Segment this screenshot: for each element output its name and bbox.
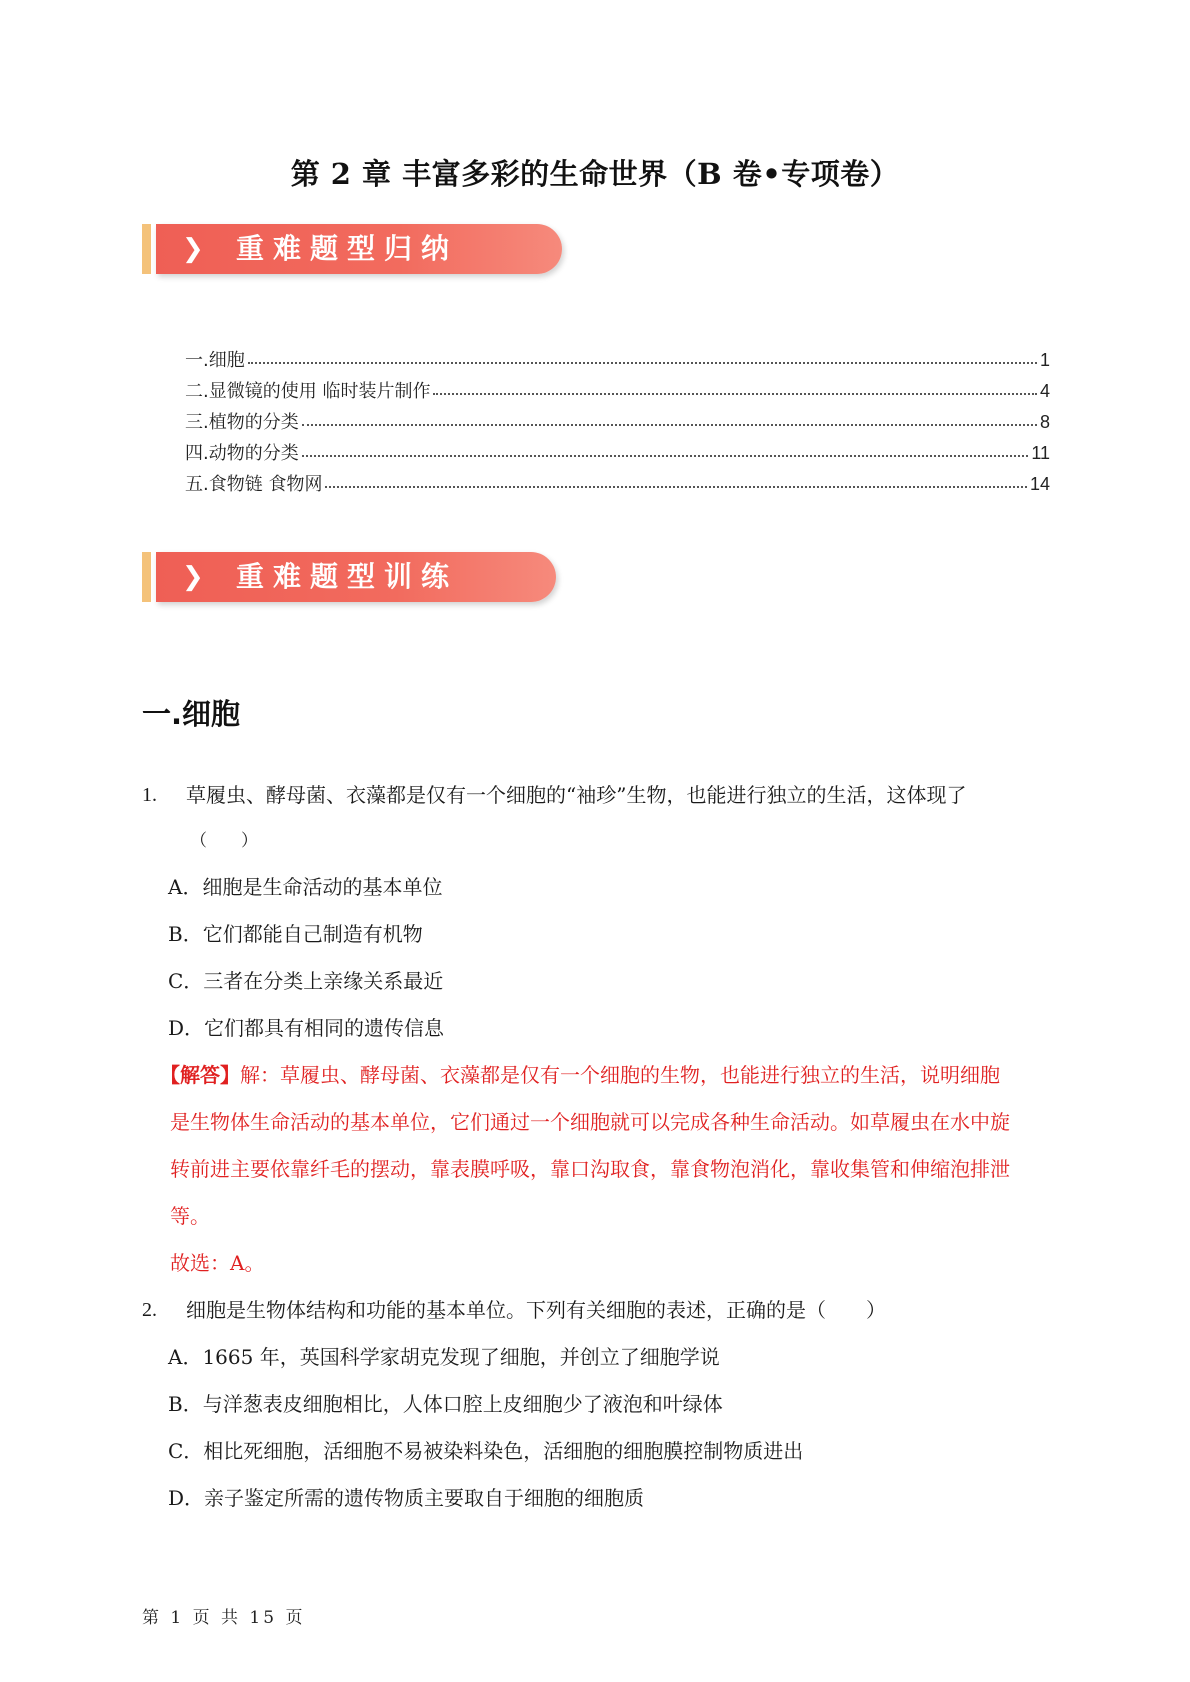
chevron-right-icon: ❯ bbox=[182, 234, 204, 264]
page-title: 第 2 章 丰富多彩的生命世界（B 卷•专项卷） bbox=[290, 157, 900, 191]
toc-leader bbox=[248, 350, 1037, 364]
option-c[interactable]: C．三者在分类上亲缘关系最近 bbox=[168, 969, 444, 993]
toc-item[interactable] bbox=[185, 439, 1050, 470]
page-footer: 第 1 页 共 15 页 bbox=[142, 1608, 306, 1628]
banner-training-label: 重难题型训练 bbox=[236, 560, 459, 593]
question-number: 2. bbox=[142, 1299, 157, 1321]
answer-line: 等。 bbox=[170, 1204, 210, 1228]
question-stem: 细胞是生物体结构和功能的基本单位。下列有关细胞的表述，正确的是（ ） bbox=[186, 1298, 886, 1322]
toc-item[interactable] bbox=[185, 408, 1050, 439]
option-a[interactable]: A．细胞是生命活动的基本单位 bbox=[168, 875, 443, 899]
toc-item-page: 11 bbox=[1031, 443, 1050, 463]
option-a[interactable]: A．1665 年，英国科学家胡克发现了细胞，并创立了细胞学说 bbox=[168, 1345, 720, 1369]
toc-item[interactable] bbox=[185, 377, 1050, 408]
toc-item-page: 4 bbox=[1039, 381, 1050, 401]
toc-leader bbox=[433, 381, 1037, 395]
toc-item-title: 一.细胞 bbox=[185, 350, 245, 371]
toc-item-page: 14 bbox=[1029, 474, 1050, 494]
answer-text: 解：草履虫、酵母菌、衣藻都是仅有一个细胞的生物，也能进行独立的生活，说明细胞 bbox=[240, 1063, 1000, 1087]
toc-item[interactable] bbox=[185, 470, 1050, 501]
toc-item-page: 8 bbox=[1039, 412, 1050, 432]
toc-leader bbox=[302, 412, 1037, 426]
toc-leader bbox=[302, 443, 1029, 457]
toc-item[interactable] bbox=[185, 346, 1050, 377]
toc-item-page: 1 bbox=[1039, 350, 1050, 370]
toc-item-title: 五.食物链 食物网 bbox=[185, 474, 323, 495]
section-heading: 一.细胞 bbox=[142, 697, 241, 731]
toc-item-title: 三.植物的分类 bbox=[185, 412, 299, 433]
answer-line: 转前进主要依靠纤毛的摆动，靠表膜呼吸，靠口沟取食，靠食物泡消化，靠收集管和伸缩泡排泄 bbox=[170, 1157, 1010, 1181]
option-c[interactable]: C．相比死细胞，活细胞不易被染料染色，活细胞的细胞膜控制物质进出 bbox=[168, 1439, 804, 1463]
option-b[interactable]: B．与洋葱表皮细胞相比，人体口腔上皮细胞少了液泡和叶绿体 bbox=[168, 1392, 723, 1416]
option-d[interactable]: D．它们都具有相同的遗传信息 bbox=[168, 1016, 445, 1040]
answer-blank: （ ） bbox=[190, 831, 258, 851]
answer-choice: 故选：A。 bbox=[170, 1251, 265, 1275]
option-b[interactable]: B．它们都能自己制造有机物 bbox=[168, 922, 423, 946]
question-number: 1. bbox=[142, 784, 157, 806]
answer-line bbox=[160, 1062, 1000, 1088]
answer-tag: 【解答】 bbox=[160, 1063, 240, 1087]
answer-line: 是生物体生命活动的基本单位，它们通过一个细胞就可以完成各种生命活动。如草履虫在水中旋 bbox=[170, 1110, 1010, 1134]
question-stem: 草履虫、酵母菌、衣藻都是仅有一个细胞的“袖珍”生物，也能进行独立的生活，这体现了 bbox=[186, 783, 967, 807]
banner-stripe bbox=[142, 224, 151, 274]
chevron-right-icon: ❯ bbox=[182, 562, 204, 592]
toc-item-title: 四.动物的分类 bbox=[185, 443, 299, 464]
toc-leader bbox=[325, 474, 1027, 488]
option-d[interactable]: D．亲子鉴定所需的遗传物质主要取自于细胞的细胞质 bbox=[168, 1486, 645, 1510]
toc-item-title: 二.显微镜的使用 临时装片制作 bbox=[185, 381, 431, 402]
banner-summary-label: 重难题型归纳 bbox=[236, 232, 459, 265]
table-of-contents bbox=[185, 346, 1050, 501]
banner-stripe bbox=[142, 552, 151, 602]
